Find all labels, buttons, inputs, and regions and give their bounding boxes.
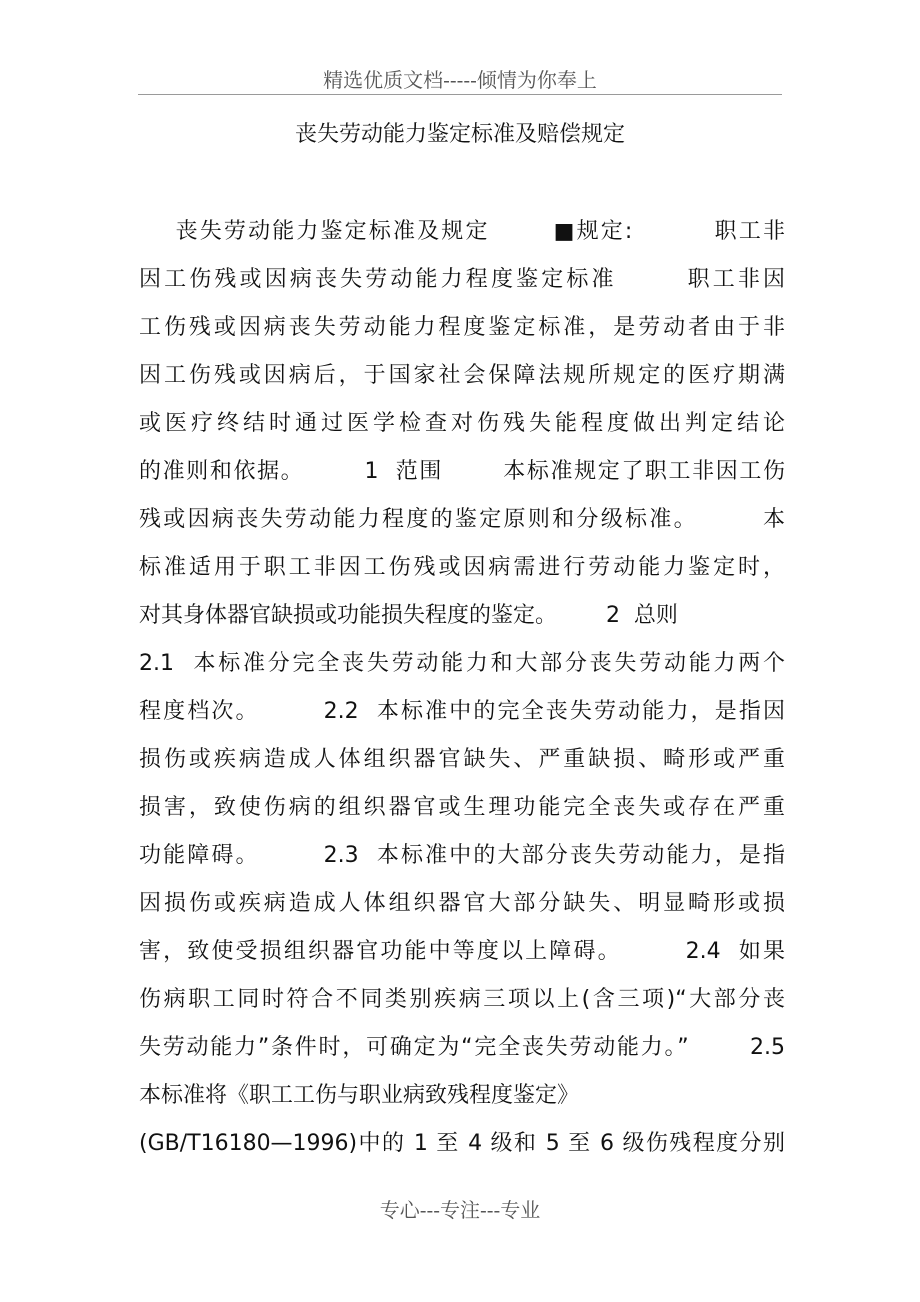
body-line-3: 工伤残或因病丧失劳动能力程度鉴定标准，是劳动者由于非 [139,315,785,340]
page-footer: 专心---专注---专业 [379,1198,541,1222]
body-line-4: 因工伤残或因病后，于国家社会保障法规所规定的医疗期满 [139,363,785,388]
body-line-7: 残或因病丧失劳动能力程度的鉴定原则和分级标准。 本 [139,507,785,532]
body-line-19: 本标准将《职工工伤与职业病致残程度鉴定》 [139,1083,580,1108]
page-header: 精选优质文档-----倾情为你奉上 [323,68,597,92]
body-line-17: 伤病职工同时符合不同类别疾病三项以上(含三项)“大部分丧 [139,987,785,1012]
body-line-1: 丧失劳动能力鉴定标准及规定 ■规定: 职工非 [139,219,785,244]
header-divider [138,94,782,95]
body-line-14: 功能障碍。 2.3 本标准中的大部分丧失劳动能力，是指 [139,843,785,868]
body-line-9: 对其身体器官缺损或功能损失程度的鉴定。 2 总则 [139,603,678,628]
body-line-2: 因工伤残或因病丧失劳动能力程度鉴定标准 职工非因 [139,267,785,292]
document-body [139,208,785,1168]
body-line-13: 损害，致使伤病的组织器官或生理功能完全丧失或存在严重 [139,795,785,820]
body-line-10: 2.1 本标准分完全丧失劳动能力和大部分丧失劳动能力两个 [139,651,785,676]
body-line-11: 程度档次。 2.2 本标准中的完全丧失劳动能力，是指因 [139,699,785,724]
body-line-12: 损伤或疾病造成人体组织器官缺失、严重缺损、畸形或严重 [139,747,785,772]
body-line-6: 的准则和依据。 1 范围 本标准规定了职工非因工伤 [139,459,785,484]
body-line-15: 因损伤或疾病造成人体组织器官大部分缺失、明显畸形或损 [139,891,785,916]
body-line-5: 或医疗终结时通过医学检查对伤残失能程度做出判定结论 [139,411,785,436]
body-line-8: 标准适用于职工非因工伤残或因病需进行劳动能力鉴定时， [139,555,785,580]
body-line-18: 失劳动能力”条件时，可确定为“完全丧失劳动能力。” 2.5 [139,1035,785,1060]
body-line-16: 害，致使受损组织器官功能中等度以上障碍。 2.4 如果 [139,939,785,964]
body-line-20: (GB/T16180—1996)中的 1 至 4 级和 5 至 6 级伤残程度分别 [139,1131,785,1156]
document-title: 丧失劳动能力鉴定标准及赔偿规定 [294,122,625,147]
